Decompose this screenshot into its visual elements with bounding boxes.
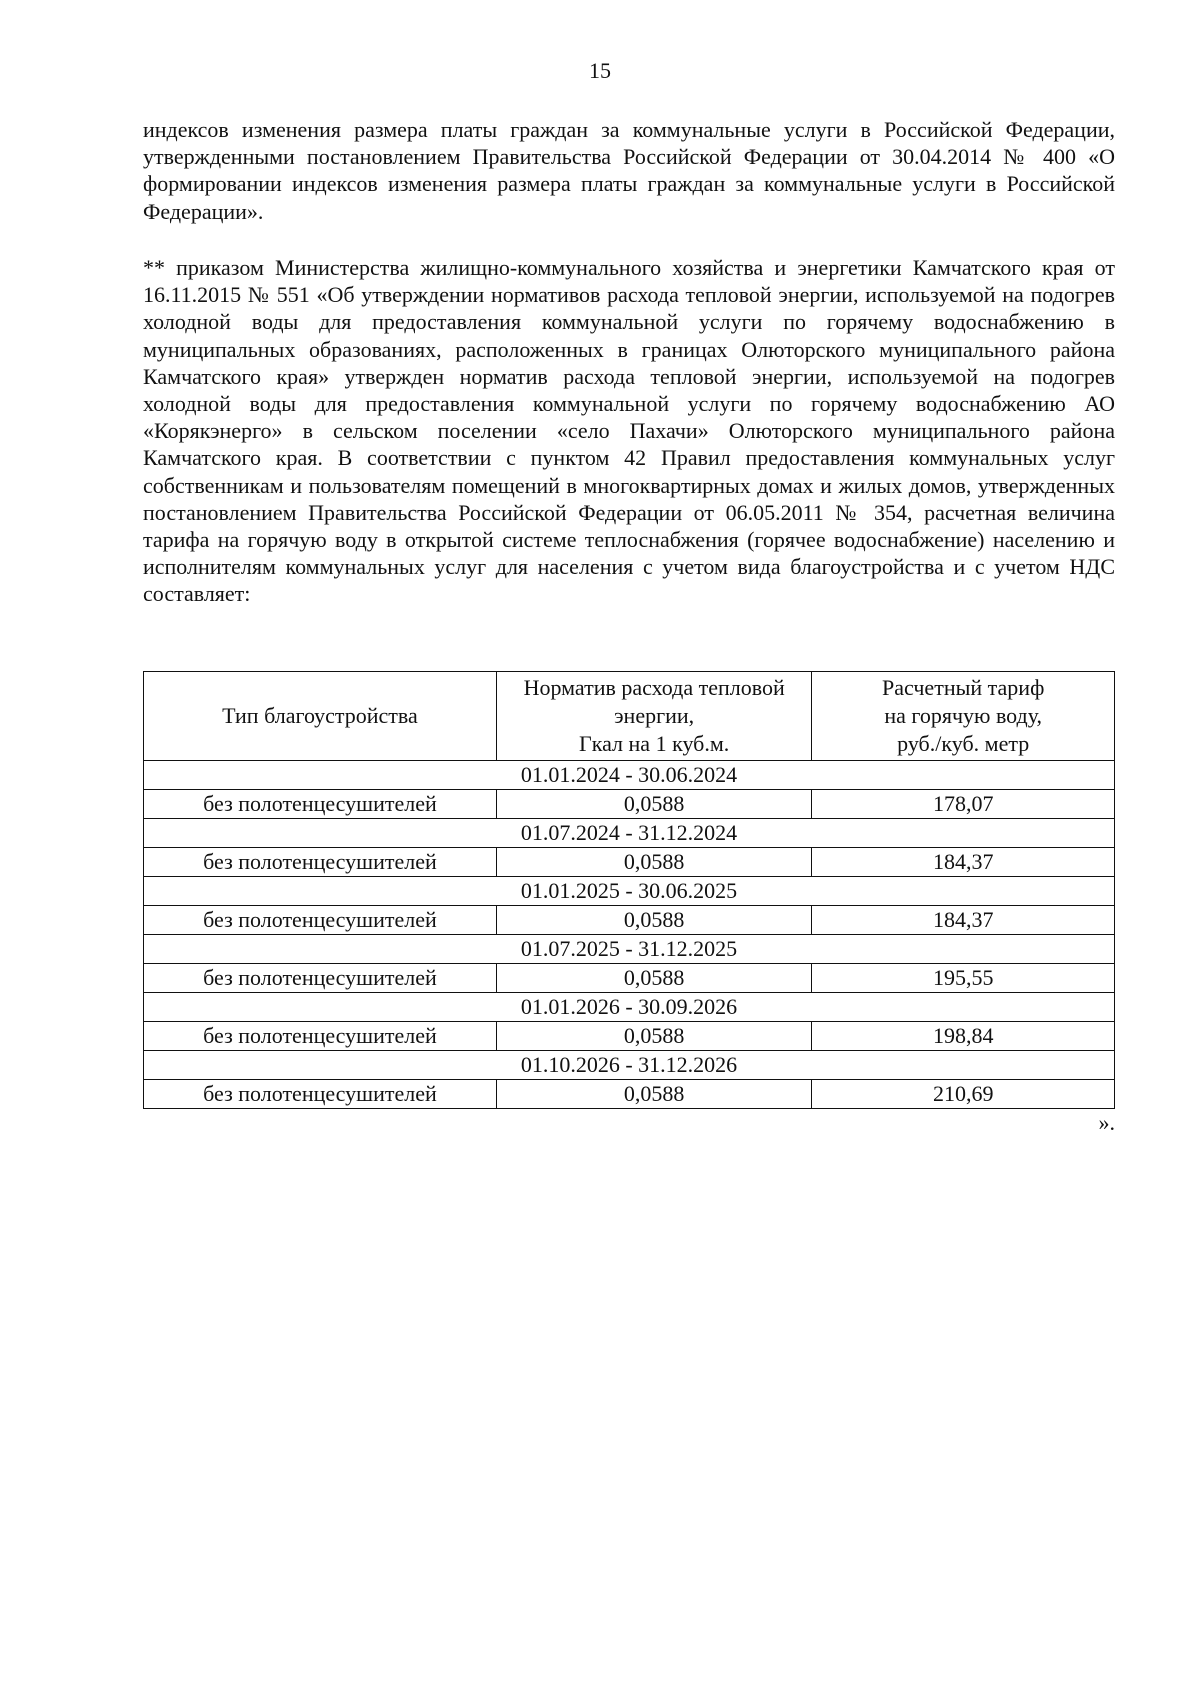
period-row <box>144 1051 1115 1080</box>
header-tariff-line3: руб./куб. метр <box>897 731 1030 756</box>
type-cell: без полотенцесушителей <box>144 790 497 819</box>
period-row <box>144 935 1115 964</box>
norm-cell: 0,0588 <box>496 848 811 877</box>
norm-cell: 0,0588 <box>496 1022 811 1051</box>
norm-cell: 0,0588 <box>496 790 811 819</box>
tariff-table <box>143 671 1115 1109</box>
paragraph-order-551: ** приказом Министерства жилищно-коммунального хозяйства и энергетики Камчатского края от 16.11.2015 № 551 «Об утверждении нормативов расхода тепловой энергии, используемой на подогрев холодной воды для предоставления коммунальной услуги по горячему водоснабжению в муниципальных образованиях, расположенных в границах Олюторского муниципального района Камчатского края» утвержден норматив расхода тепловой энергии, используемой на подогрев холодной воды для предоставления коммунальной услуги по горячему водоснабжению АО «Корякэнерго» в сельском поселении «село Пахачи» Олюторского муниципального района Камчатского края. В соответствии с пунктом 42 Правил предоставления коммунальных услуг собственникам и пользователям помещений в многоквартирных домах и жилых домов, утвержденных постановлением Правительства Российской Федерации от 06.05.2011 № 354, расчетная величина тарифа на горячую воду в открытой системе теплоснабжения (горячее водоснабжение) населению и исполнителям коммунальных услуг для населения с учетом вида благоустройства и с учетом НДС составляет: <box>143 255 1115 607</box>
header-norm-line1: Норматив расхода тепловой <box>523 675 785 700</box>
header-type: Тип благоустройства <box>144 672 497 761</box>
table-row <box>144 1022 1115 1051</box>
tariff-cell: 210,69 <box>812 1080 1115 1109</box>
norm-cell: 0,0588 <box>496 1080 811 1109</box>
header-norm-line2: энергии, <box>614 703 695 728</box>
table-row <box>144 1080 1115 1109</box>
tariff-cell: 195,55 <box>812 964 1115 993</box>
type-cell: без полотенцесушителей <box>144 1022 497 1051</box>
type-cell: без полотенцесушителей <box>144 906 497 935</box>
period-row <box>144 993 1115 1022</box>
table-row <box>144 848 1115 877</box>
period-cell: 01.01.2026 - 30.09.2026 <box>144 993 1115 1022</box>
period-row <box>144 877 1115 906</box>
period-cell: 01.01.2025 - 30.06.2025 <box>144 877 1115 906</box>
type-cell: без полотенцесушителей <box>144 1080 497 1109</box>
type-cell: без полотенцесушителей <box>144 848 497 877</box>
table-row <box>144 964 1115 993</box>
norm-cell: 0,0588 <box>496 964 811 993</box>
tariff-cell: 184,37 <box>812 906 1115 935</box>
tariff-cell: 178,07 <box>812 790 1115 819</box>
norm-cell: 0,0588 <box>496 906 811 935</box>
page-number: 15 <box>589 58 611 83</box>
table-row <box>144 906 1115 935</box>
period-cell: 01.07.2024 - 31.12.2024 <box>144 819 1115 848</box>
period-cell: 01.10.2026 - 31.12.2026 <box>144 1051 1115 1080</box>
period-cell: 01.07.2025 - 31.12.2025 <box>144 935 1115 964</box>
header-tariff-line1: Расчетный тариф <box>882 675 1045 700</box>
header-norm-line3: Гкал на 1 куб.м. <box>579 731 730 756</box>
header-norm <box>496 672 811 761</box>
header-tariff <box>812 672 1115 761</box>
period-row <box>144 761 1115 790</box>
table-header-row <box>144 672 1115 761</box>
table-row <box>144 790 1115 819</box>
type-cell: без полотенцесушителей <box>144 964 497 993</box>
tariff-cell: 198,84 <box>812 1022 1115 1051</box>
header-tariff-line2: на горячую воду, <box>884 703 1043 728</box>
paragraph-indexes: индексов изменения размера платы граждан за коммунальные услуги в Российской Федерации, утвержденными постановлением Правительства Российской Федерации от 30.04.2014 № 400 «О формировании индексов изменения размера платы граждан за коммунальные услуги в Российской Федерации». <box>143 117 1115 224</box>
period-cell: 01.01.2024 - 30.06.2024 <box>144 761 1115 790</box>
tariff-cell: 184,37 <box>812 848 1115 877</box>
period-row <box>144 819 1115 848</box>
closing-quote-mark: ». <box>1098 1110 1115 1135</box>
